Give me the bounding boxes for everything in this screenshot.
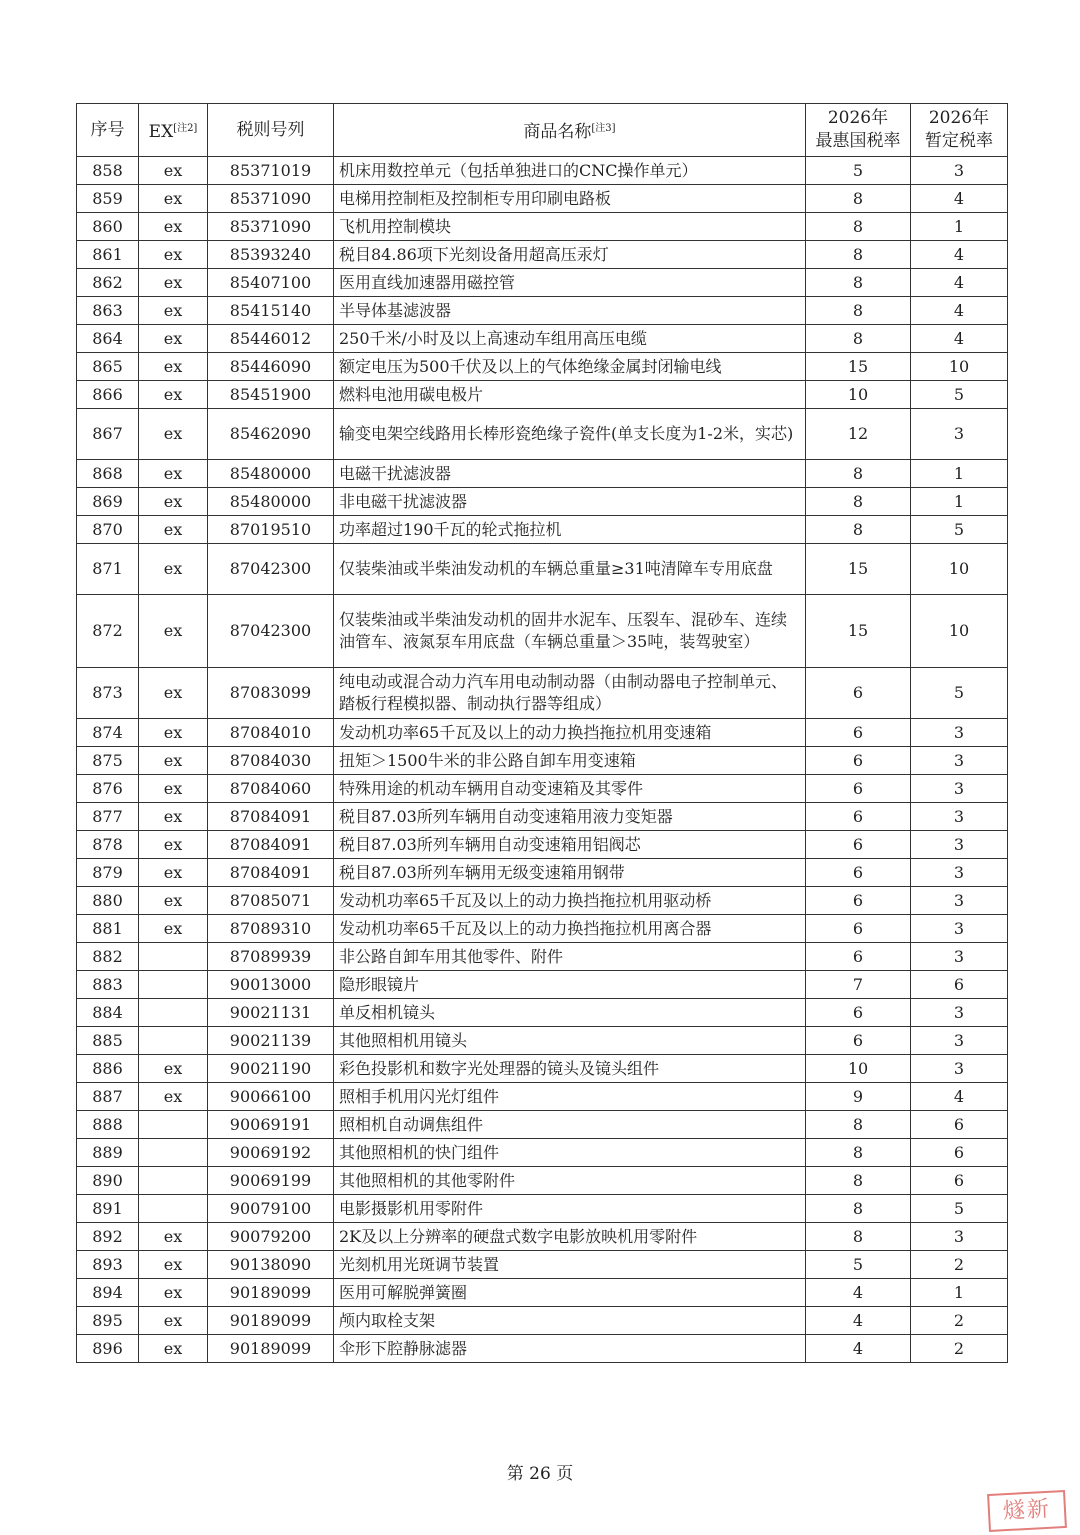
row-goods-name: 单反相机镜头	[334, 999, 806, 1027]
row-seq: 883	[77, 971, 139, 999]
row-provisional-rate: 10	[911, 353, 1008, 381]
row-ex: ex	[139, 544, 208, 595]
row-goods-name: 照相机自动调焦组件	[334, 1111, 806, 1139]
row-provisional-rate: 1	[911, 460, 1008, 488]
table-header	[77, 104, 1008, 157]
row-provisional-rate: 5	[911, 1195, 1008, 1223]
row-mfn-rate: 8	[806, 213, 911, 241]
row-goods-name: 纯电动或混合动力汽车用电动制动器（由制动器电子控制单元、踏板行程模拟器、制动执行器等组成）	[334, 668, 806, 719]
row-seq: 889	[77, 1139, 139, 1167]
row-mfn-rate: 6	[806, 943, 911, 971]
row-tariff-code: 87089939	[208, 943, 334, 971]
row-tariff-code: 90138090	[208, 1251, 334, 1279]
row-provisional-rate: 5	[911, 516, 1008, 544]
row-seq: 867	[77, 409, 139, 460]
header-name-note: [注3]	[591, 122, 616, 134]
row-seq: 887	[77, 1083, 139, 1111]
row-provisional-rate: 4	[911, 325, 1008, 353]
row-seq: 896	[77, 1335, 139, 1363]
row-goods-name: 其他照相机的快门组件	[334, 1139, 806, 1167]
row-goods-name: 扭矩＞1500牛米的非公路自卸车用变速箱	[334, 747, 806, 775]
row-ex: ex	[139, 185, 208, 213]
row-seq: 868	[77, 460, 139, 488]
row-tariff-code: 90069199	[208, 1167, 334, 1195]
row-ex: ex	[139, 1055, 208, 1083]
row-tariff-code: 87084060	[208, 775, 334, 803]
row-seq: 871	[77, 544, 139, 595]
row-ex	[139, 1167, 208, 1195]
row-ex: ex	[139, 1223, 208, 1251]
row-tariff-code: 90066100	[208, 1083, 334, 1111]
row-provisional-rate: 3	[911, 409, 1008, 460]
table-row	[77, 1167, 1008, 1195]
row-goods-name: 飞机用控制模块	[334, 213, 806, 241]
row-goods-name: 功率超过190千瓦的轮式拖拉机	[334, 516, 806, 544]
row-provisional-rate: 3	[911, 943, 1008, 971]
row-provisional-rate: 3	[911, 803, 1008, 831]
row-mfn-rate: 12	[806, 409, 911, 460]
row-goods-name: 2K及以上分辨率的硬盘式数字电影放映机用零附件	[334, 1223, 806, 1251]
row-goods-name: 输变电架空线路用长棒形瓷绝缘子瓷件(单支长度为1-2米，实芯)	[334, 409, 806, 460]
header-seq: 序号	[77, 104, 139, 157]
row-seq: 859	[77, 185, 139, 213]
row-goods-name: 发动机功率65千瓦及以上的动力换挡拖拉机用变速箱	[334, 719, 806, 747]
table-row	[77, 999, 1008, 1027]
row-provisional-rate: 1	[911, 488, 1008, 516]
row-provisional-rate: 6	[911, 971, 1008, 999]
row-goods-name: 250千米/小时及以上高速动车组用高压电缆	[334, 325, 806, 353]
row-seq: 862	[77, 269, 139, 297]
row-mfn-rate: 6	[806, 719, 911, 747]
row-goods-name: 其他照相机的其他零附件	[334, 1167, 806, 1195]
row-provisional-rate: 1	[911, 213, 1008, 241]
row-goods-name: 额定电压为500千伏及以上的气体绝缘金属封闭输电线	[334, 353, 806, 381]
row-provisional-rate: 10	[911, 544, 1008, 595]
row-goods-name: 半导体基滤波器	[334, 297, 806, 325]
tariff-table	[76, 103, 1008, 1363]
row-ex: ex	[139, 1307, 208, 1335]
row-seq: 860	[77, 213, 139, 241]
row-seq: 864	[77, 325, 139, 353]
row-seq: 880	[77, 887, 139, 915]
table-row	[77, 157, 1008, 185]
row-mfn-rate: 8	[806, 488, 911, 516]
row-mfn-rate: 8	[806, 1195, 911, 1223]
row-seq: 892	[77, 1223, 139, 1251]
row-tariff-code: 90079200	[208, 1223, 334, 1251]
table-row	[77, 544, 1008, 595]
table-row	[77, 1111, 1008, 1139]
row-ex: ex	[139, 595, 208, 668]
row-provisional-rate: 2	[911, 1251, 1008, 1279]
row-seq: 888	[77, 1111, 139, 1139]
row-tariff-code: 87084091	[208, 859, 334, 887]
row-mfn-rate: 10	[806, 1055, 911, 1083]
row-tariff-code: 87042300	[208, 595, 334, 668]
row-tariff-code: 90021131	[208, 999, 334, 1027]
row-mfn-rate: 6	[806, 747, 911, 775]
row-tariff-code: 85462090	[208, 409, 334, 460]
row-provisional-rate: 4	[911, 269, 1008, 297]
row-ex: ex	[139, 241, 208, 269]
page-number: 第 26 页	[506, 1464, 574, 1484]
row-tariff-code: 85371090	[208, 185, 334, 213]
table-row	[77, 409, 1008, 460]
table-row	[77, 943, 1008, 971]
row-tariff-code: 85480000	[208, 488, 334, 516]
row-mfn-rate: 4	[806, 1307, 911, 1335]
row-mfn-rate: 6	[806, 915, 911, 943]
row-seq: 861	[77, 241, 139, 269]
row-tariff-code: 90069192	[208, 1139, 334, 1167]
row-provisional-rate: 3	[911, 1223, 1008, 1251]
table-row	[77, 1055, 1008, 1083]
row-seq: 891	[77, 1195, 139, 1223]
table-row	[77, 185, 1008, 213]
row-ex: ex	[139, 668, 208, 719]
row-tariff-code: 90189099	[208, 1307, 334, 1335]
row-tariff-code: 85407100	[208, 269, 334, 297]
header-tariff-code: 税则号列	[208, 104, 334, 157]
row-ex: ex	[139, 488, 208, 516]
row-mfn-rate: 9	[806, 1083, 911, 1111]
row-provisional-rate: 4	[911, 241, 1008, 269]
row-goods-name: 医用直线加速器用磁控管	[334, 269, 806, 297]
row-ex: ex	[139, 719, 208, 747]
row-seq: 878	[77, 831, 139, 859]
row-provisional-rate: 3	[911, 747, 1008, 775]
row-seq: 893	[77, 1251, 139, 1279]
row-seq: 886	[77, 1055, 139, 1083]
row-provisional-rate: 1	[911, 1279, 1008, 1307]
row-mfn-rate: 6	[806, 859, 911, 887]
row-ex	[139, 971, 208, 999]
table-row	[77, 1251, 1008, 1279]
table-row	[77, 297, 1008, 325]
table-row	[77, 1279, 1008, 1307]
row-mfn-rate: 8	[806, 516, 911, 544]
row-tariff-code: 85371090	[208, 213, 334, 241]
row-ex: ex	[139, 775, 208, 803]
row-goods-name: 医用可解脱弹簧圈	[334, 1279, 806, 1307]
row-mfn-rate: 6	[806, 1027, 911, 1055]
row-tariff-code: 87083099	[208, 668, 334, 719]
row-tariff-code: 87019510	[208, 516, 334, 544]
row-provisional-rate: 3	[911, 157, 1008, 185]
row-goods-name: 颅内取栓支架	[334, 1307, 806, 1335]
row-ex: ex	[139, 409, 208, 460]
row-goods-name: 非电磁干扰滤波器	[334, 488, 806, 516]
header-goods-name: 商品名称[注3]	[334, 104, 806, 157]
row-ex: ex	[139, 887, 208, 915]
table-row	[77, 269, 1008, 297]
row-provisional-rate: 3	[911, 887, 1008, 915]
row-tariff-code: 90189099	[208, 1279, 334, 1307]
row-goods-name: 发动机功率65千瓦及以上的动力换挡拖拉机用离合器	[334, 915, 806, 943]
row-provisional-rate: 6	[911, 1111, 1008, 1139]
table-row	[77, 887, 1008, 915]
table-row	[77, 595, 1008, 668]
row-seq: 890	[77, 1167, 139, 1195]
header-row	[77, 104, 1008, 157]
row-ex: ex	[139, 516, 208, 544]
row-provisional-rate: 5	[911, 668, 1008, 719]
row-mfn-rate: 7	[806, 971, 911, 999]
row-provisional-rate: 4	[911, 1083, 1008, 1111]
row-tariff-code: 87084091	[208, 831, 334, 859]
row-seq: 872	[77, 595, 139, 668]
header-ex-note: [注2]	[173, 122, 198, 134]
row-goods-name: 隐形眼镜片	[334, 971, 806, 999]
table-row	[77, 859, 1008, 887]
row-goods-name: 光刻机用光斑调节装置	[334, 1251, 806, 1279]
row-provisional-rate: 6	[911, 1139, 1008, 1167]
table-row	[77, 241, 1008, 269]
row-tariff-code: 85371019	[208, 157, 334, 185]
row-seq: 879	[77, 859, 139, 887]
row-tariff-code: 85415140	[208, 297, 334, 325]
header-provisional-rate: 2026年 暂定税率	[911, 104, 1008, 157]
row-mfn-rate: 6	[806, 775, 911, 803]
row-ex	[139, 1027, 208, 1055]
row-tariff-code: 90021139	[208, 1027, 334, 1055]
row-goods-name: 伞形下腔静脉滤器	[334, 1335, 806, 1363]
row-provisional-rate: 3	[911, 831, 1008, 859]
table-row	[77, 325, 1008, 353]
row-provisional-rate: 2	[911, 1335, 1008, 1363]
row-goods-name: 电影摄影机用零附件	[334, 1195, 806, 1223]
row-ex: ex	[139, 213, 208, 241]
row-seq: 876	[77, 775, 139, 803]
row-mfn-rate: 8	[806, 269, 911, 297]
row-provisional-rate: 3	[911, 915, 1008, 943]
row-mfn-rate: 15	[806, 353, 911, 381]
row-ex	[139, 1111, 208, 1139]
row-goods-name: 仅装柴油或半柴油发动机的固井水泥车、压裂车、混砂车、连续油管车、液氮泵车用底盘（车辆总重量＞35吨，装驾驶室）	[334, 595, 806, 668]
table-row	[77, 381, 1008, 409]
row-provisional-rate: 4	[911, 297, 1008, 325]
row-goods-name: 电梯用控制柜及控制柜专用印刷电路板	[334, 185, 806, 213]
row-provisional-rate: 10	[911, 595, 1008, 668]
row-mfn-rate: 8	[806, 1167, 911, 1195]
row-tariff-code: 85451900	[208, 381, 334, 409]
row-goods-name: 电磁干扰滤波器	[334, 460, 806, 488]
table-row	[77, 668, 1008, 719]
row-ex: ex	[139, 381, 208, 409]
row-mfn-rate: 8	[806, 241, 911, 269]
row-ex: ex	[139, 157, 208, 185]
table-row	[77, 460, 1008, 488]
row-goods-name: 机床用数控单元（包括单独进口的CNC操作单元）	[334, 157, 806, 185]
row-ex: ex	[139, 831, 208, 859]
row-seq: 894	[77, 1279, 139, 1307]
row-goods-name: 税目87.03所列车辆用自动变速箱用液力变矩器	[334, 803, 806, 831]
row-tariff-code: 90069191	[208, 1111, 334, 1139]
table-row	[77, 747, 1008, 775]
row-provisional-rate: 3	[911, 775, 1008, 803]
header-mfn-rate: 2026年 最惠国税率	[806, 104, 911, 157]
row-tariff-code: 90189099	[208, 1335, 334, 1363]
row-provisional-rate: 4	[911, 185, 1008, 213]
row-ex: ex	[139, 747, 208, 775]
table-row	[77, 719, 1008, 747]
row-seq: 866	[77, 381, 139, 409]
row-ex	[139, 1139, 208, 1167]
row-provisional-rate: 5	[911, 381, 1008, 409]
row-tariff-code: 85446012	[208, 325, 334, 353]
row-goods-name: 其他照相机用镜头	[334, 1027, 806, 1055]
table-row	[77, 1223, 1008, 1251]
table-row	[77, 831, 1008, 859]
row-seq: 863	[77, 297, 139, 325]
row-mfn-rate: 8	[806, 1223, 911, 1251]
row-mfn-rate: 8	[806, 185, 911, 213]
row-ex: ex	[139, 915, 208, 943]
row-goods-name: 税目84.86项下光刻设备用超高压汞灯	[334, 241, 806, 269]
table-row	[77, 1027, 1008, 1055]
table-row	[77, 915, 1008, 943]
row-mfn-rate: 6	[806, 831, 911, 859]
table-row	[77, 971, 1008, 999]
row-ex: ex	[139, 460, 208, 488]
row-goods-name: 特殊用途的机动车辆用自动变速箱及其零件	[334, 775, 806, 803]
row-ex: ex	[139, 325, 208, 353]
row-ex: ex	[139, 1083, 208, 1111]
row-goods-name: 照相手机用闪光灯组件	[334, 1083, 806, 1111]
row-mfn-rate: 4	[806, 1335, 911, 1363]
row-tariff-code: 85393240	[208, 241, 334, 269]
table-row	[77, 353, 1008, 381]
row-goods-name: 税目87.03所列车辆用自动变速箱用铝阀芯	[334, 831, 806, 859]
row-tariff-code: 85446090	[208, 353, 334, 381]
table-row	[77, 516, 1008, 544]
row-ex: ex	[139, 297, 208, 325]
row-seq: 873	[77, 668, 139, 719]
row-goods-name: 税目87.03所列车辆用无级变速箱用钢带	[334, 859, 806, 887]
table-row	[77, 803, 1008, 831]
row-mfn-rate: 6	[806, 887, 911, 915]
table-row	[77, 1195, 1008, 1223]
row-seq: 884	[77, 999, 139, 1027]
row-provisional-rate: 3	[911, 859, 1008, 887]
row-seq: 858	[77, 157, 139, 185]
row-mfn-rate: 6	[806, 999, 911, 1027]
row-ex: ex	[139, 803, 208, 831]
table-row	[77, 1335, 1008, 1363]
table-row	[77, 1083, 1008, 1111]
row-goods-name: 燃料电池用碳电极片	[334, 381, 806, 409]
row-goods-name: 彩色投影机和数字光处理器的镜头及镜头组件	[334, 1055, 806, 1083]
table-row	[77, 775, 1008, 803]
row-goods-name: 发动机功率65千瓦及以上的动力换挡拖拉机用驱动桥	[334, 887, 806, 915]
row-mfn-rate: 8	[806, 297, 911, 325]
row-ex: ex	[139, 1335, 208, 1363]
row-tariff-code: 90021190	[208, 1055, 334, 1083]
row-ex: ex	[139, 1279, 208, 1307]
row-seq: 869	[77, 488, 139, 516]
row-ex	[139, 1195, 208, 1223]
row-tariff-code: 87089310	[208, 915, 334, 943]
row-mfn-rate: 15	[806, 544, 911, 595]
row-provisional-rate: 3	[911, 999, 1008, 1027]
row-tariff-code: 90079100	[208, 1195, 334, 1223]
table-body	[77, 157, 1008, 1363]
row-seq: 881	[77, 915, 139, 943]
row-tariff-code: 87084091	[208, 803, 334, 831]
table-row	[77, 1307, 1008, 1335]
row-provisional-rate: 3	[911, 1055, 1008, 1083]
row-tariff-code: 87085071	[208, 887, 334, 915]
row-mfn-rate: 10	[806, 381, 911, 409]
watermark-seal: 燧新	[987, 1490, 1067, 1532]
row-mfn-rate: 5	[806, 1251, 911, 1279]
row-provisional-rate: 2	[911, 1307, 1008, 1335]
row-seq: 882	[77, 943, 139, 971]
row-mfn-rate: 8	[806, 1111, 911, 1139]
row-mfn-rate: 8	[806, 325, 911, 353]
table-row	[77, 213, 1008, 241]
row-tariff-code: 87084030	[208, 747, 334, 775]
row-seq: 870	[77, 516, 139, 544]
row-ex	[139, 943, 208, 971]
table-row	[77, 1139, 1008, 1167]
row-mfn-rate: 6	[806, 668, 911, 719]
row-seq: 877	[77, 803, 139, 831]
row-ex: ex	[139, 353, 208, 381]
row-ex: ex	[139, 1251, 208, 1279]
row-seq: 895	[77, 1307, 139, 1335]
row-mfn-rate: 4	[806, 1279, 911, 1307]
row-mfn-rate: 8	[806, 1139, 911, 1167]
row-tariff-code: 87042300	[208, 544, 334, 595]
row-mfn-rate: 15	[806, 595, 911, 668]
row-provisional-rate: 3	[911, 1027, 1008, 1055]
row-ex: ex	[139, 859, 208, 887]
table-row	[77, 488, 1008, 516]
row-provisional-rate: 3	[911, 719, 1008, 747]
row-goods-name: 非公路自卸车用其他零件、附件	[334, 943, 806, 971]
row-mfn-rate: 5	[806, 157, 911, 185]
row-seq: 875	[77, 747, 139, 775]
header-ex: EX[注2]	[139, 104, 208, 157]
row-ex	[139, 999, 208, 1027]
row-provisional-rate: 6	[911, 1167, 1008, 1195]
row-tariff-code: 85480000	[208, 460, 334, 488]
row-goods-name: 仅装柴油或半柴油发动机的车辆总重量≥31吨清障车专用底盘	[334, 544, 806, 595]
row-seq: 865	[77, 353, 139, 381]
row-tariff-code: 90013000	[208, 971, 334, 999]
row-mfn-rate: 8	[806, 460, 911, 488]
row-ex: ex	[139, 269, 208, 297]
row-mfn-rate: 6	[806, 803, 911, 831]
row-seq: 885	[77, 1027, 139, 1055]
row-tariff-code: 87084010	[208, 719, 334, 747]
row-seq: 874	[77, 719, 139, 747]
